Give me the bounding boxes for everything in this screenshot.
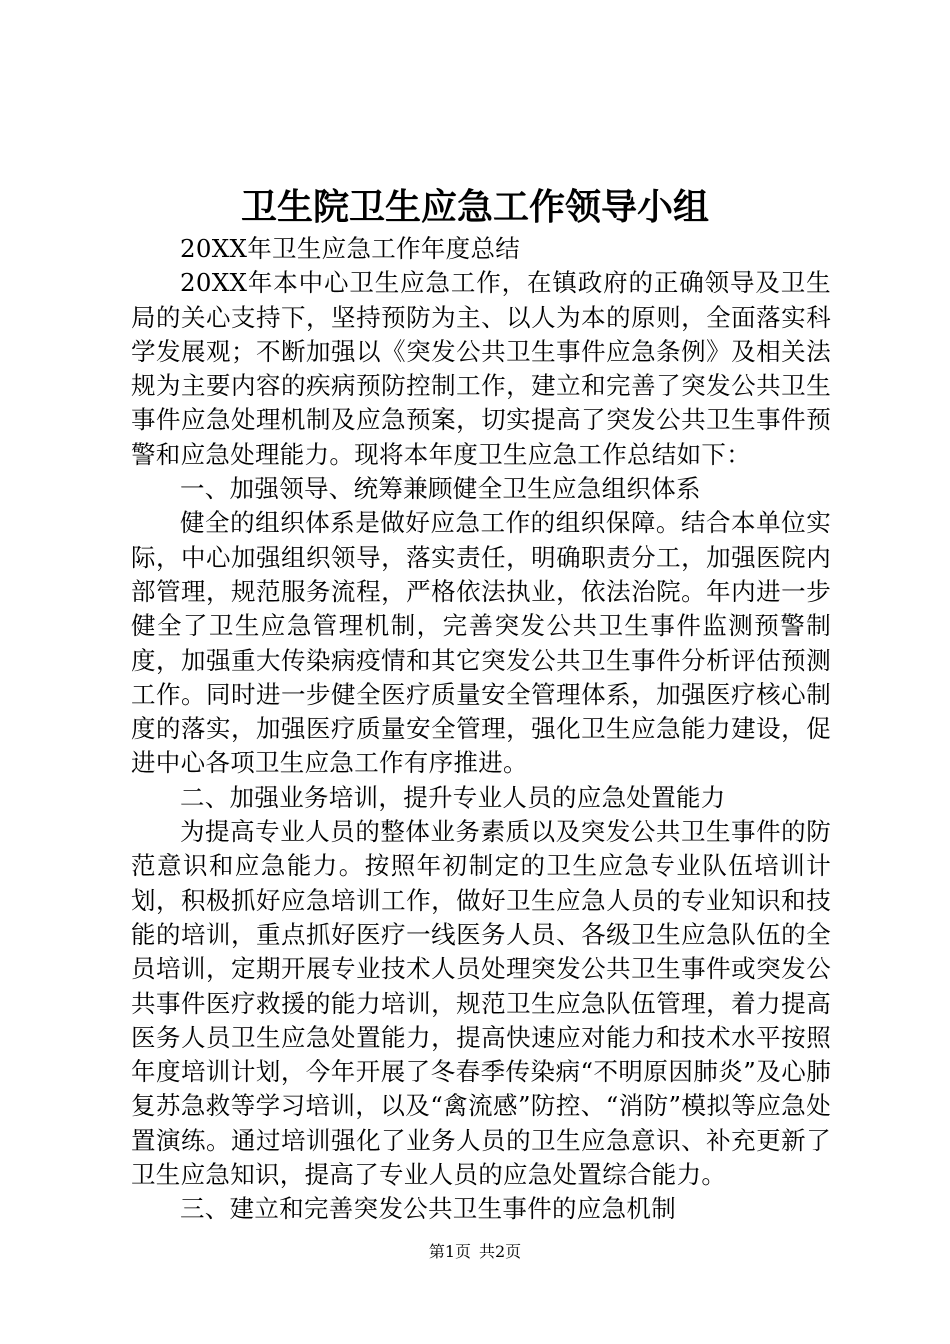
paragraph-section-1: 健全的组织体系是做好应急工作的组织保障。结合本单位实际，中心加强组织领导，落实责任，明确职责分工，加强医院内部管理，规范服务流程，严格依法执业，依法治院。年内进一步健全了卫生应急管理机制，完善突发公共卫生事件监测预警制度，加强重大传染病疫情和其它突发公共卫生事件分析评估预测工作。同时进一步健全医疗质量安全管理体系，加强医疗核心制度的落实，加强医疗质量安全管理，强化卫生应急能力建设，促进中心各项卫生应急工作有序推进。 bbox=[131, 508, 831, 778]
paragraph-section-2: 为提高专业人员的整体业务素质以及突发公共卫生事件的防范意识和应急能力。按照年初制定的卫生应急专业队伍培训计划，积极抓好应急培训工作，做好卫生应急人员的专业知识和技能的培训，重点抓好医疗一线医务人员、各级卫生应急队伍的全员培训，定期开展专业技术人员处理突发公共卫生事件或突发公共事件医疗救援的能力培训，规范卫生应急队伍管理，着力提高医务人员卫生应急处置能力，提高快速应对能力和技术水平按照年度培训计划，今年开展了冬春季传染病“不明原因肺炎”及心肺复苏急救等学习培训，以及“禽流感”防控、“消防”模拟等应急处置演练。通过培训强化了业务人员的卫生应急意识、补充更新了卫生应急知识，提高了专业人员的应急处置综合能力。 bbox=[131, 817, 831, 1190]
section-heading-3: 三、建立和完善突发公共卫生事件的应急机制 bbox=[180, 1194, 676, 1224]
document-title: 卫生院卫生应急工作领导小组 bbox=[240, 186, 709, 228]
paragraph-intro: 20XX年本中心卫生应急工作，在镇政府的正确领导及卫生局的关心支持下，坚持预防为主、以人为本的原则，全面落实科学发展观；不断加强以《突发公共卫生事件应急条例》及相关法规为主要内容的疾病预防控制工作，建立和完善了突发公共卫生事件应急处理机制及应急预案，切实提高了突发公共卫生事件预警和应急处理能力。现将本年度卫生应急工作总结如下： bbox=[131, 268, 831, 469]
section-heading-2: 二、加强业务培训，提升专业人员的应急处置能力 bbox=[180, 782, 726, 812]
page-total: 共2页 bbox=[479, 1242, 522, 1261]
page-number: 第1页 bbox=[428, 1242, 471, 1261]
page-footer bbox=[0, 1240, 950, 1264]
paragraph-subtitle: 20XX年卫生应急工作年度总结 bbox=[180, 234, 521, 263]
document-body bbox=[131, 232, 831, 1227]
section-heading-1: 一、加强领导、统筹兼顾健全卫生应急组织体系 bbox=[180, 474, 701, 504]
